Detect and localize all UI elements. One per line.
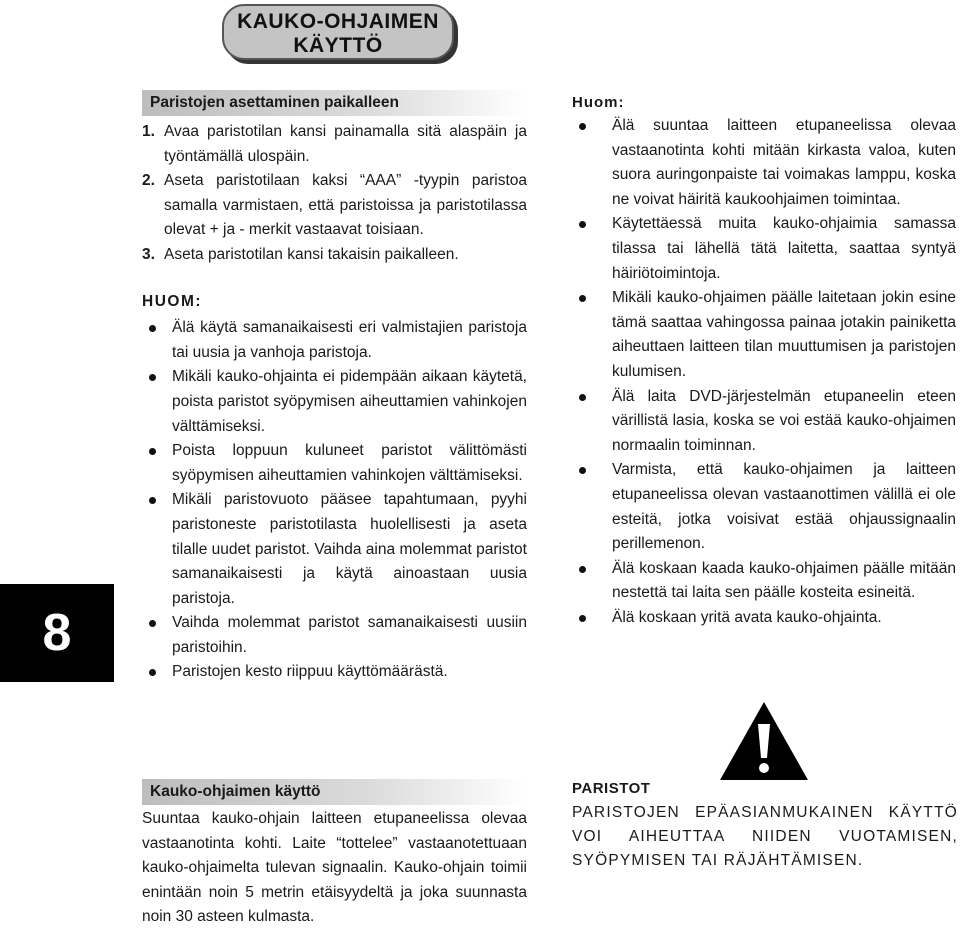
step-1 — [142, 120, 527, 169]
batteries-title: PARISTOT — [572, 780, 651, 797]
page-title-line1: KAUKO-OHJAIMEN — [237, 10, 439, 33]
page-number-tab: 8 — [0, 584, 114, 682]
step-3 — [142, 243, 527, 268]
list-item: Käytettäessä muita kauko-ohjaimia samassa tilassa tai lähellä tätä laitetta, saattaa syntyä häiriötoimintoja. — [572, 212, 956, 286]
battery-warning-list — [142, 316, 527, 685]
usage-heading: Kauko-ohjaimen käyttö — [142, 779, 527, 805]
list-item: Vaihda molemmat paristot samanaikaisesti uusiin paristoihin. — [142, 611, 527, 660]
step-1-text: Avaa paristotilan kansi painamalla sitä alaspäin ja työntämällä ulospäin. — [164, 123, 527, 165]
list-item: Poista loppuun kuluneet paristot välittömästi syöpymisen aiheuttamien vahinkojen välttämiseksi. — [142, 439, 527, 488]
list-item: Varmista, että kauko-ohjaimen ja laitteen etupaneelissa olevan vastaanottimen välillä ei ole esteitä, jotka voisivat estää ohjaussignaalin perillemenon. — [572, 458, 956, 556]
page-title-badge — [222, 4, 454, 60]
step-3-number: 3. — [142, 245, 155, 263]
usage-text: Suuntaa kauko-ohjain laitteen etupaneelissa olevaa vastaanotinta kohti. Laite “tottelee” vastaanotettuaan kauko-ohjaimelta tulevan signaalin. Kauko-ohjain toimii enintään noin 5 metrin etäisyydeltä ja joka suunnasta noin 30 asteen kulmasta. — [142, 810, 527, 926]
list-item: Älä koskaan kaada kauko-ohjaimen päälle mitään nestettä tai laita sen päälle kosteita esineitä. — [572, 557, 956, 606]
battery-install-heading: Paristojen asettaminen paikalleen — [142, 90, 527, 116]
right-column — [572, 90, 956, 630]
list-item: Älä suuntaa laitteen etupaneelissa olevaa vastaanotinta kohti mitään kirkasta valoa, kuten suora auringonpaiste tai voimakas lamppu, koska ne voivat häiritä kaukoohjaimen toimintaa. — [572, 114, 956, 212]
battery-steps — [142, 120, 527, 268]
note-list — [572, 114, 956, 630]
list-item: Mikäli kauko-ohjaimen päälle laitetaan jokin esine tämä saattaa vahingossa painaa jotakin painiketta aiheuttaen laitteen tilan muuttumisen ja paristojen kulumisen. — [572, 286, 956, 384]
page-title-line2: KÄYTTÖ — [293, 34, 383, 57]
list-item: Mikäli kauko-ohjainta ei pidempään aikaan käytetä, poista paristot syöpymisen aiheuttamien vahinkojen välttämiseksi. — [142, 365, 527, 439]
list-item: Älä laita DVD-järjestelmän etupaneelin eteen värillistä lasia, koska se voi estää kauko-ohjaimen normaalin toiminnan. — [572, 385, 956, 459]
note-title: Huom: — [572, 94, 625, 111]
step-2-text: Aseta paristotilaan kaksi “AAA” -tyypin paristoa samalla varmistaen, että paristoissa ja paristotilassa olevat + ja - merkit vastaavat toisiaan. — [164, 172, 527, 239]
step-2 — [142, 169, 527, 243]
list-item: Paristojen kesto riippuu käyttömäärästä. — [142, 660, 527, 685]
batteries-text: PARISTOJEN EPÄASIANMUKAINEN KÄYTTÖ VOI AIHEUTTAA NIIDEN VUOTAMISEN, SYÖPYMISEN TAI RÄJÄHTÄMISEN. — [572, 804, 958, 869]
step-1-number: 1. — [142, 123, 155, 140]
left-column — [142, 90, 527, 685]
usage-section — [142, 779, 527, 930]
list-item: Älä koskaan yritä avata kauko-ohjainta. — [572, 606, 956, 631]
step-2-number: 2. — [142, 172, 155, 190]
list-item: Älä käytä samanaikaisesti eri valmistajien paristoja tai uusia ja vanhoja paristoja. — [142, 316, 527, 365]
list-item: Mikäli paristovuoto pääsee tapahtumaan, pyyhi paristoneste paristotilasta huolellisesti ja aseta tilalle uudet paristot. Vaihda aina molemmat paristot samanaikaisesti ja käytä ainoastaan uusia paristoja. — [142, 488, 527, 611]
battery-warning-title: HUOM: — [142, 292, 203, 310]
batteries-warning — [572, 777, 958, 873]
warning-triangle-icon — [718, 700, 810, 782]
step-3-text: Aseta paristotilan kansi takaisin paikalleen. — [164, 245, 459, 263]
